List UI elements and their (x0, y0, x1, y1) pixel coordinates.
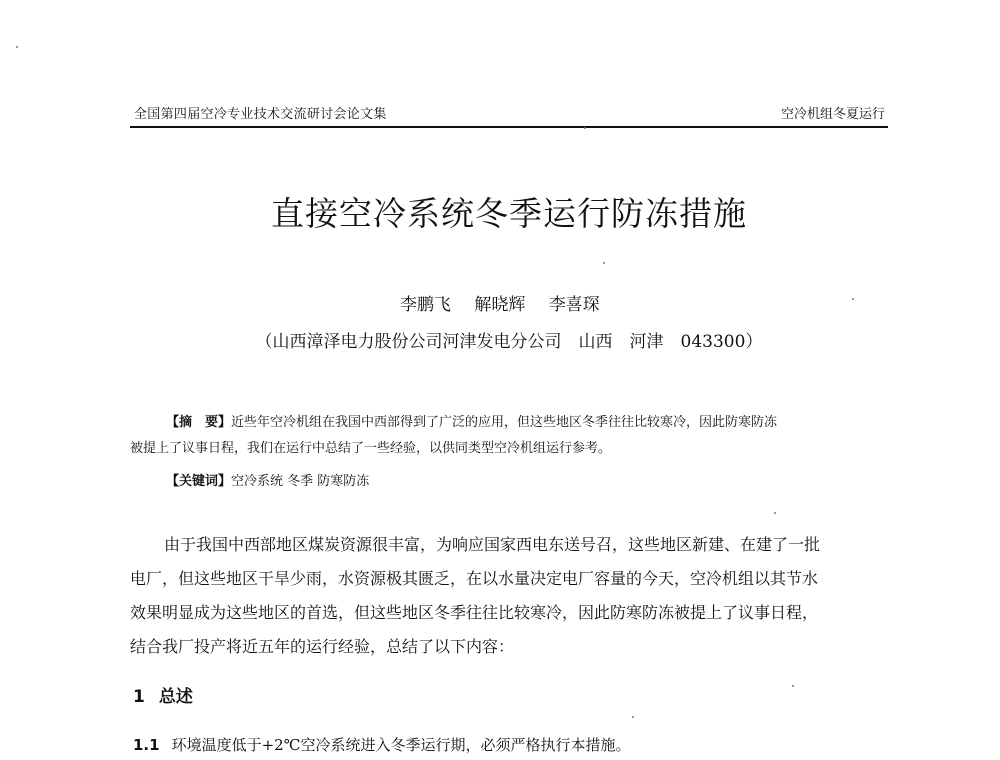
scan-speck (774, 512, 776, 514)
subsection-item (133, 734, 630, 755)
scan-speck (584, 127, 586, 129)
paragraph-line: 效果明显成为这些地区的首选，但这些地区冬季往往比较寒冷，因此防寒防冻被提上了议事日程， (130, 603, 819, 622)
author-name: 解晓辉 (474, 295, 526, 315)
subsection-number: 1.1 (133, 736, 160, 754)
intro-paragraph (130, 528, 890, 664)
abstract-text: 被提上了议事日程，我们在运行中总结了一些经验，以供同类型空冷机组运行参考。 (130, 441, 612, 456)
author-name: 李喜琛 (548, 295, 600, 315)
keywords-text: 空冷系统 冬季 防寒防冻 (231, 474, 370, 489)
scan-speck (603, 262, 605, 264)
author-name: 李鹏飞 (400, 295, 451, 315)
scan-speck (852, 298, 854, 300)
abstract-label: 【摘 要】 (166, 415, 232, 430)
subsection-text: 环境温度低于+2℃空冷系统进入冬季运行期，必须严格执行本措施。 (171, 736, 631, 754)
abstract-line (130, 410, 888, 436)
author-list (400, 290, 618, 315)
paragraph-line: 由于我国中西部地区煤炭资源很丰富，为响应国家西电东送号召，这些地区新建、在建了一批 (164, 535, 821, 554)
abstract-text: 近些年空冷机组在我国中西部得到了广泛的应用，但这些地区冬季往往比较寒冷，因此防寒防冻 (231, 415, 778, 430)
paragraph-line: 电厂，但这些地区干旱少雨，水资源极其匮乏，在以水量决定电厂容量的今天，空冷机组以其节水 (130, 569, 819, 588)
header-rule (130, 126, 888, 128)
paragraph-line: 结合我厂投产将近五年的运行经验，总结了以下内容： (130, 637, 515, 656)
scan-speck (632, 716, 634, 718)
running-header-section: 空冷机组冬夏运行 (780, 107, 885, 122)
section-title: 总述 (158, 687, 193, 707)
keywords-block (166, 470, 369, 489)
scan-speck (16, 46, 18, 48)
running-header-proceedings: 全国第四届空冷专业技术交流研讨会论文集 (134, 107, 387, 122)
abstract-block (130, 410, 888, 462)
author-affiliation: （山西漳泽电力股份公司河津发电分公司 山西 河津 043300） (255, 332, 763, 352)
section-number: 1 (133, 687, 145, 707)
paper-title: 直接空冷系统冬季运行防冻措施 (271, 194, 747, 233)
section-heading (133, 682, 193, 707)
scan-speck (792, 685, 794, 687)
keywords-label: 【关键词】 (166, 474, 232, 489)
